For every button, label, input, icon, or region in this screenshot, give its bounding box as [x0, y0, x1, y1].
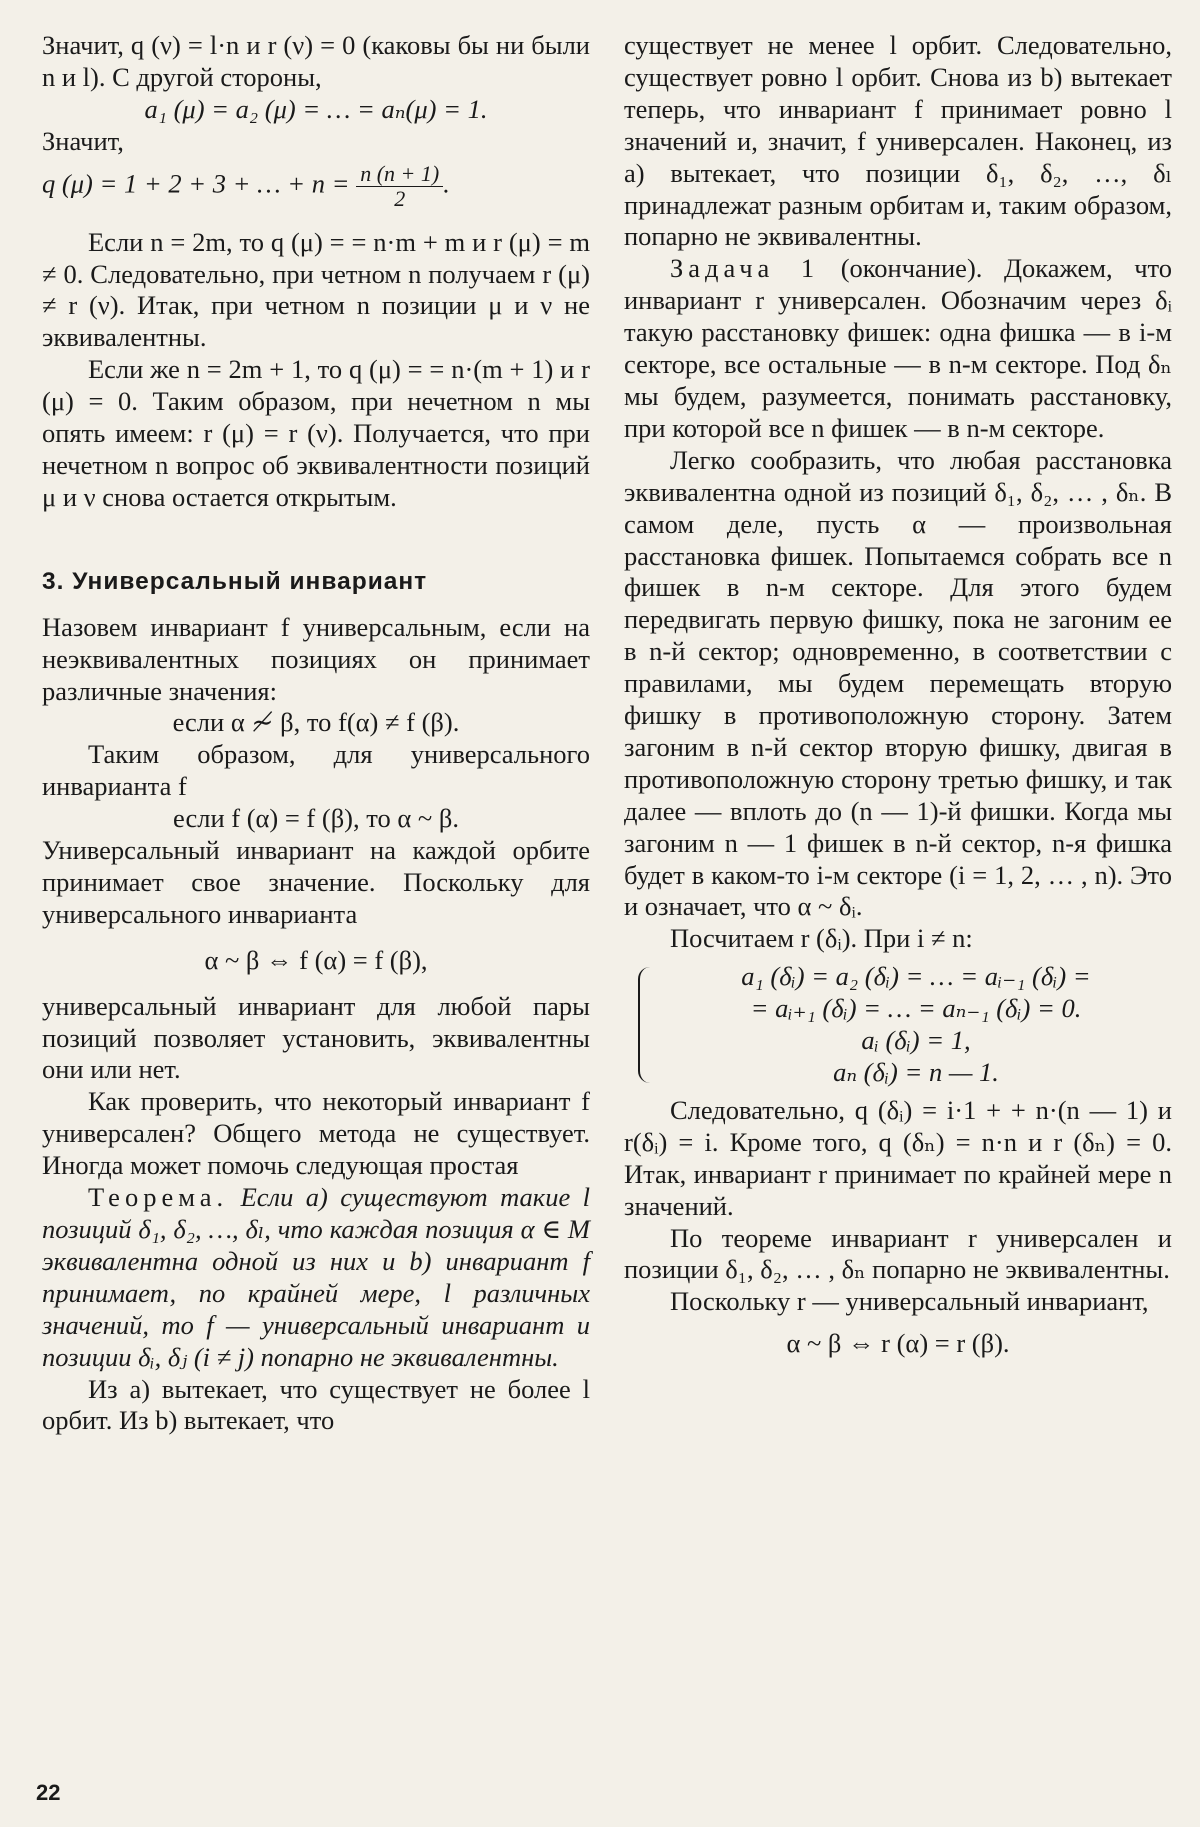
paragraph: Если же n = 2m + 1, то q (μ) = = n·(m + 1) и r (μ) = 0. Таким образом, при нечетном n мы опять имеем: r (μ) = r (ν). Получается, что при нечетном n вопрос об эквивалентности позиций μ и ν снова остается открытым.	[42, 354, 590, 512]
paragraph: существует не менее l орбит. Следовательно, существует ровно l орбит. Снова из b) вытекает теперь, что инвариант f принимает ровно l значений и, значит, f универсален. Наконец, из a) вытекает, что позиции δ₁, δ₂, …, δₗ принадлежат разным орбитам и, таким образом, попарно не эквивалентны.	[624, 30, 1172, 252]
formula: α ~ β ⇔ f (α) = f (β),	[204, 944, 428, 975]
paragraph: Если n = 2m, то q (μ) = = n·m + m и r (μ) = m ≠ 0. Следовательно, при четном n получаем r (μ) ≠ r (ν). Итак, при четном n позиции μ и ν не эквивалентны.	[42, 226, 590, 353]
paragraph: Посчитаем r (δᵢ). При i ≠ n:	[670, 923, 973, 954]
formula: если f (α) = f (β), то α ~ β.	[173, 803, 459, 834]
paragraph: Универсальный инвариант на каждой орбите принимает свое значение. Поскольку для универсального инварианта	[42, 835, 590, 929]
problem-label: Задача 1	[670, 253, 820, 284]
section-heading: 3. Универсальный инвариант	[42, 567, 428, 595]
formula: a₁ (μ) = a₂ (μ) = … = aₙ(μ) = 1.	[144, 93, 488, 124]
paragraph: Значит, q (ν) = l·n и r (ν) = 0 (каковы бы ни были n и l). С другой стороны,	[42, 30, 590, 92]
formula-sum: q (μ) = 1 + 2 + 3 + … + n = $\frac{n (n + 1)}{2}$ .	[42, 160, 450, 211]
equation-system	[634, 961, 1172, 1089]
paragraph: Поскольку r — универсальный инвариант,	[670, 1286, 1149, 1317]
equation-line: = aᵢ₊₁ (δᵢ) = … = aₙ₋₁ (δᵢ) = 0.	[750, 993, 1082, 1024]
equation-line: aᵢ (δᵢ) = 1,	[861, 1025, 971, 1056]
paragraph: Из a) вытекает, что существует не более l орбит. Из b) вытекает, что	[42, 1373, 590, 1436]
paragraph: Как проверить, что некоторый инвариант f универсален? Общего метода не существует. Иногда может помочь следующая простая	[42, 1086, 590, 1181]
fraction	[356, 162, 443, 211]
equation-line: aₙ (δᵢ) = n — 1.	[833, 1057, 999, 1087]
equation-line: a₁ (δᵢ) = a₂ (δᵢ) = … = aᵢ₋₁ (δᵢ) =	[741, 961, 1091, 992]
formula-sum-left: q (μ) = 1 + 2 + 3 + … + n =	[42, 168, 350, 199]
theorem	[42, 1182, 590, 1373]
paragraph: Таким образом, для универсального инварианта f	[42, 739, 590, 802]
formula: α ~ β ⇔ r (α) = r (β).	[786, 1328, 1010, 1359]
paragraph: Следовательно, q (δᵢ) = i·1 + + n·(n — 1) и r(δᵢ) = i. Кроме того, q (δₙ) = n·n и r (δₙ) = 0. Итак, инвариант r принимает по крайней мере n значений.	[624, 1094, 1172, 1221]
paragraph: Назовем инвариант f универсальным, если на неэквивалентных позициях он принимает различные значения:	[42, 611, 590, 706]
problem-text: (окончание). Докажем, что инвариант r универсален. Обозначим через δᵢ такую расстановку фишек: одна фишка — в i-м секторе, все остальные — в n-м секторе. Под δₙ мы будем, разумеется, понимать расстановку, при которой все n фишек — в n-м секторе.	[624, 253, 1172, 443]
fraction-denominator: 2	[394, 185, 406, 211]
paragraph: Значит,	[42, 125, 124, 156]
problem-paragraph	[624, 253, 1172, 444]
page-number: 22	[36, 1780, 61, 1805]
formula: если α ≁ β, то f(α) ≠ f (β).	[172, 707, 460, 738]
paragraph: универсальный инвариант для любой пары позиций позволяет установить, эквивалентны они или нет.	[42, 990, 590, 1085]
fraction-numerator: n (n + 1)	[356, 162, 443, 187]
left-column	[42, 30, 590, 1437]
right-column	[624, 30, 1172, 1360]
theorem-label: Теорема.	[88, 1182, 229, 1213]
paragraph: По теореме инвариант r универсален и позиции δ₁, δ₂, … , δₙ попарно не эквивалентны.	[624, 1222, 1172, 1285]
theorem-text: Если a) существуют такие l позиций δ₁, δ₂, …, δₗ, что каждая позиция α ∈ M эквивалентна одной из них и b) инвариант f принимает, по крайней мере, l различных значений, то f — универсальный инвариант и позиции δᵢ, δⱼ (i ≠ j) попарно не эквивалентны.	[42, 1182, 591, 1372]
paragraph: Легко сообразить, что любая расстановка эквивалентна одной из позиций δ₁, δ₂, … , δₙ. В самом деле, пусть α — произвольная расстановка фишек. Попытаемся собрать все n фишек в n-м секторе. Для этого будем передвигать первую фишку, пока не загоним ее в n-й сектор; одновременно, в соответствии с правилами, мы будем перемещать вторую фишку в противоположную сторону. Затем загоним в n-й сектор вторую фишку, двигая в противоположную сторону третью фишку, и так далее — вплоть до (n — 1)-й фишки. Когда мы загоним n — 1 фишек в n-й сектор, n-я фишка будет в каком-то i-м секторе (i = 1, 2, … , n). Это и означает, что α ~ δᵢ.	[624, 444, 1172, 922]
